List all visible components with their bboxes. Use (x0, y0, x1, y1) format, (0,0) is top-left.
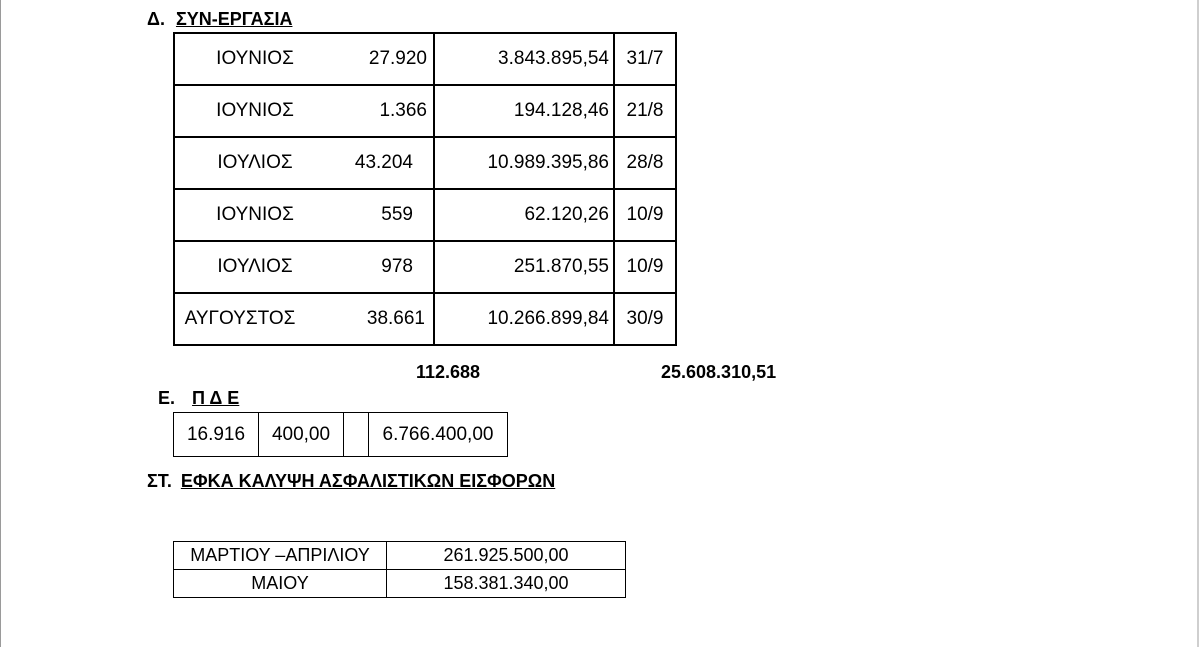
section-st-title: ΕΦΚΑ ΚΑΛΥΨΗ ΑΣΦΑΛΙΣΤΙΚΩΝ ΕΙΣΦΟΡΩΝ (180, 471, 556, 491)
date-cell: 30/9 (614, 293, 676, 345)
table-row (174, 542, 626, 570)
page-left-border (0, 0, 1, 647)
table-row (174, 85, 676, 137)
period-cell: ΜΑΡΤΙΟΥ –ΑΠΡΙΛΙΟΥ (174, 542, 387, 570)
amount-cell: 261.925.500,00 (387, 542, 626, 570)
empty-cell (344, 413, 369, 457)
date-cell: 31/7 (614, 33, 676, 85)
date-cell: 10/9 (614, 241, 676, 293)
month-cell: ΙΟΥΛΙΟΣ (217, 152, 293, 173)
total-amount: 25.608.310,51 (661, 362, 777, 382)
date-cell: 21/8 (614, 85, 676, 137)
table-row (174, 413, 508, 457)
section-d-label: Δ. (147, 9, 165, 29)
total-qty: 112.688 (416, 362, 481, 382)
page-right-border (1197, 0, 1199, 647)
amount-cell: 158.381.340,00 (387, 570, 626, 598)
table-row (174, 241, 676, 293)
amount-cell: 3.843.895,54 (434, 33, 614, 85)
amount-cell: 194.128,46 (434, 85, 614, 137)
table-row (174, 570, 626, 598)
month-qty-cell (174, 293, 434, 345)
unit-price-cell: 400,00 (259, 413, 344, 457)
month-cell: ΑΥΓΟΥΣΤΟΣ (184, 308, 296, 329)
amount-cell: 251.870,55 (434, 241, 614, 293)
table-row (174, 33, 676, 85)
qty-cell: 38.661 (366, 308, 425, 329)
month-cell: ΙΟΥΝΙΟΣ (216, 204, 294, 225)
month-qty-cell (174, 189, 434, 241)
month-qty-cell (174, 33, 434, 85)
month-qty-cell (174, 137, 434, 189)
section-d-title: ΣΥΝ-ΕΡΓΑΣΙΑ (175, 9, 293, 29)
date-cell: 10/9 (614, 189, 676, 241)
section-e-heading (158, 388, 239, 409)
section-st-table (173, 541, 626, 598)
month-cell: ΙΟΥΛΙΟΣ (217, 256, 293, 277)
qty-cell: 43.204 (354, 152, 413, 173)
section-e-label: Ε. (158, 388, 176, 408)
month-cell: ΙΟΥΝΙΟΣ (216, 100, 294, 121)
section-e-table (173, 412, 508, 457)
table-row (174, 293, 676, 345)
section-st-heading (147, 471, 555, 492)
section-e-title: Π Δ Ε (192, 388, 240, 408)
amount-cell: 6.766.400,00 (369, 413, 508, 457)
month-cell: ΙΟΥΝΙΟΣ (216, 48, 294, 69)
month-qty-cell (174, 241, 434, 293)
qty-cell: 1.366 (379, 100, 427, 121)
qty-cell: 559 (381, 204, 413, 225)
amount-cell: 10.989.395,86 (434, 137, 614, 189)
table-row (174, 189, 676, 241)
amount-cell: 62.120,26 (434, 189, 614, 241)
section-d-table (173, 32, 677, 346)
section-d-heading (147, 9, 292, 30)
date-cell: 28/8 (614, 137, 676, 189)
qty-cell: 27.920 (368, 48, 427, 69)
amount-cell: 10.266.899,84 (434, 293, 614, 345)
quantity-cell: 16.916 (174, 413, 259, 457)
qty-cell: 978 (381, 256, 413, 277)
period-cell: ΜΑΙΟΥ (174, 570, 387, 598)
table-row (174, 137, 676, 189)
month-qty-cell (174, 85, 434, 137)
section-st-label: ΣΤ. (147, 471, 172, 491)
